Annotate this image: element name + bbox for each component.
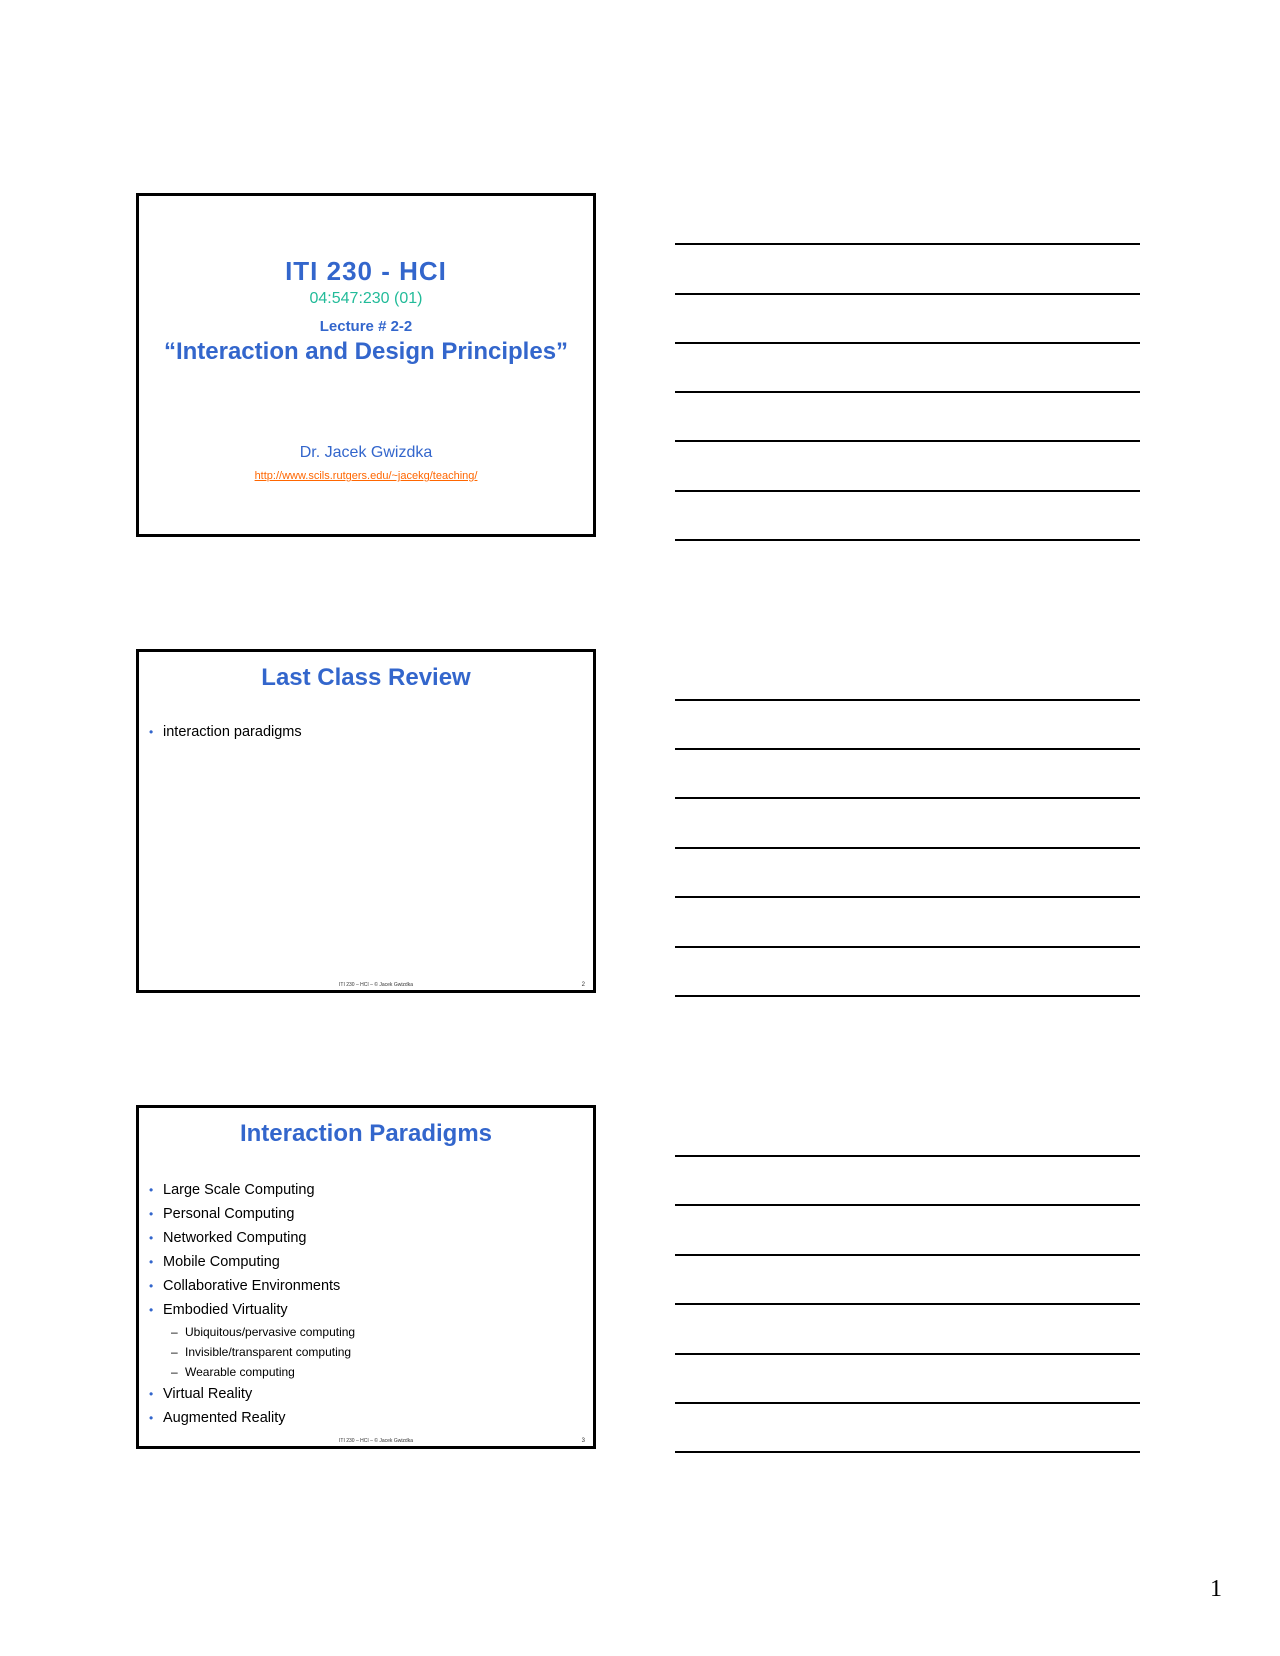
note-line <box>675 1303 1140 1305</box>
bullet-item: • Embodied Virtuality <box>149 1298 583 1322</box>
slide-number: 3 <box>581 1438 585 1444</box>
note-line <box>675 440 1140 442</box>
bullet-dot-icon: • <box>149 1279 154 1293</box>
bullet-dot-icon: • <box>149 1255 154 1269</box>
note-line <box>675 1353 1140 1355</box>
note-line <box>675 1402 1140 1404</box>
bullet-item: • Virtual Reality <box>149 1382 583 1406</box>
slide-footer: ITI 230 – HCI – © Jacek Gwizdka <box>339 982 413 988</box>
bullet-dot-icon: • <box>149 1411 154 1425</box>
lecture-number: Lecture # 2-2 <box>319 318 413 335</box>
sub-bullet-item: – Ubiquitous/pervasive computing <box>149 1322 583 1342</box>
note-line <box>675 243 1140 245</box>
bullet-item: • Mobile Computing <box>149 1250 583 1274</box>
note-line <box>675 490 1140 492</box>
bullet-dot-icon: • <box>149 1183 154 1197</box>
bullet-dot-icon: • <box>149 1303 154 1317</box>
note-line <box>675 896 1140 898</box>
slide-3 <box>136 1105 596 1449</box>
bullet-dot-icon: • <box>149 725 154 739</box>
note-line <box>675 1204 1140 1206</box>
slide-3-title: Interaction Paradigms <box>239 1120 493 1147</box>
slide-2 <box>136 649 596 993</box>
dash-icon: – <box>171 1325 178 1339</box>
author-name: Dr. Jacek Gwizdka <box>299 444 433 461</box>
slide-number: 2 <box>581 982 585 988</box>
note-line <box>675 539 1140 541</box>
slide-2-title: Last Class Review <box>261 664 471 691</box>
bullet-item: • Augmented Reality <box>149 1406 583 1430</box>
bullet-dot-icon: • <box>149 1231 154 1245</box>
dash-icon: – <box>171 1365 178 1379</box>
slide-1-title: ITI 230 - HCI <box>285 256 447 286</box>
bullet-dot-icon: • <box>149 1387 154 1401</box>
note-line <box>675 995 1140 997</box>
course-url-link[interactable]: http://www.scils.rutgers.edu/~jacekg/teaching/ <box>254 470 478 482</box>
note-line <box>675 1254 1140 1256</box>
bullet-item: • Collaborative Environments <box>149 1274 583 1298</box>
note-line <box>675 797 1140 799</box>
note-line <box>675 847 1140 849</box>
lecture-subtitle: “Interaction and Design Principles” <box>163 338 569 365</box>
dash-icon: – <box>171 1345 178 1359</box>
slide-3-bullet-list <box>149 1178 583 1430</box>
slide-2-bullet-list <box>149 720 583 744</box>
note-line <box>675 748 1140 750</box>
bullet-item: • interaction paradigms <box>149 720 583 744</box>
note-line <box>675 946 1140 948</box>
slide-footer: ITI 230 – HCI – © Jacek Gwizdka <box>339 1438 413 1444</box>
slide-1 <box>136 193 596 537</box>
note-line <box>675 391 1140 393</box>
course-code: 04:547:230 (01) <box>309 290 423 307</box>
bullet-item: • Personal Computing <box>149 1202 583 1226</box>
sub-bullet-item: – Wearable computing <box>149 1362 583 1382</box>
note-line <box>675 342 1140 344</box>
bullet-item: • Networked Computing <box>149 1226 583 1250</box>
note-line <box>675 699 1140 701</box>
sub-bullet-item: – Invisible/transparent computing <box>149 1342 583 1362</box>
page-number: 1 <box>1210 1576 1222 1602</box>
note-line <box>675 1155 1140 1157</box>
bullet-item: • Large Scale Computing <box>149 1178 583 1202</box>
note-line <box>675 1451 1140 1453</box>
note-line <box>675 293 1140 295</box>
bullet-dot-icon: • <box>149 1207 154 1221</box>
